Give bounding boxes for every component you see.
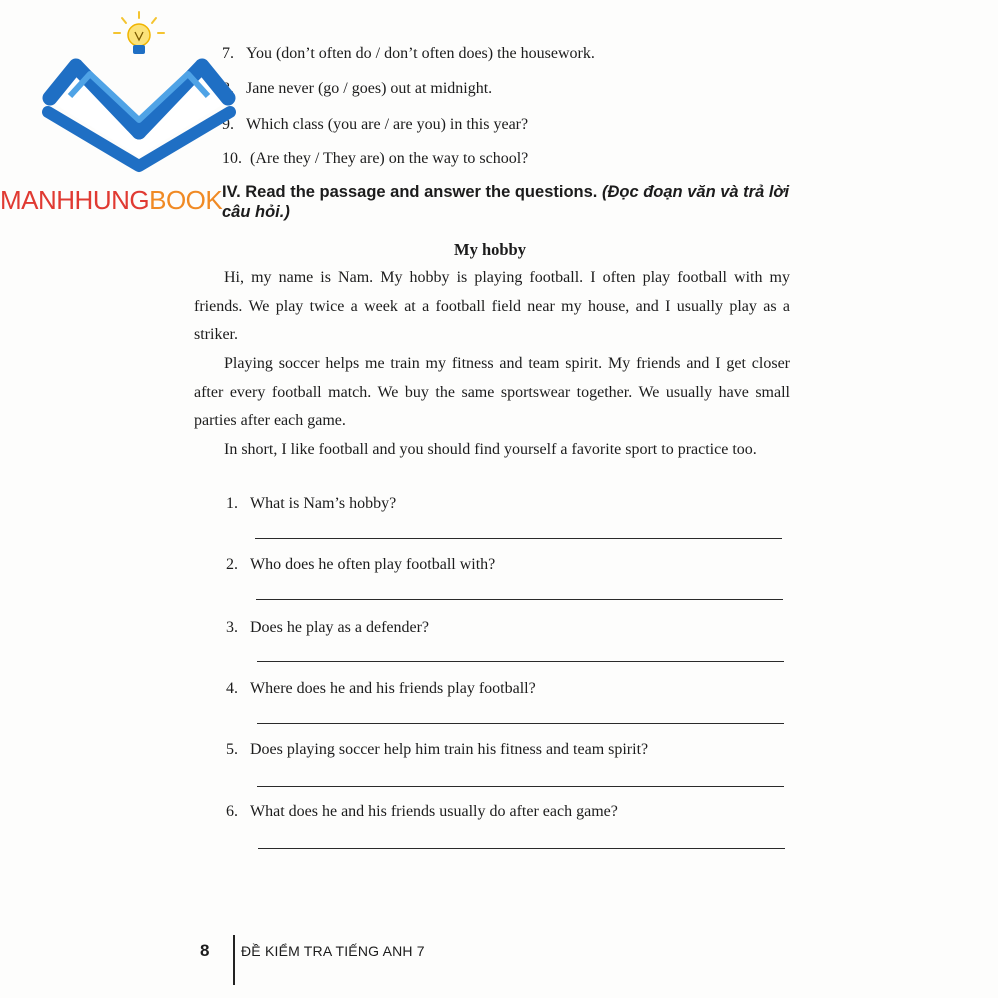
section-heading — [222, 182, 802, 222]
exercise-item-8 — [222, 79, 492, 99]
open-book-lightbulb-icon — [40, 8, 240, 183]
footer-divider — [233, 935, 235, 985]
answer-line-2[interactable] — [256, 599, 783, 600]
item-text: You (don’t often do / don’t often does) the housework. — [246, 45, 595, 62]
question-2 — [226, 555, 495, 575]
answer-line-4[interactable] — [257, 723, 784, 724]
item-number: 8. — [222, 80, 234, 97]
exercise-item-10 — [222, 149, 528, 169]
passage-title: My hobby — [454, 240, 526, 259]
item-text: Which class (you are / are you) in this year? — [246, 116, 529, 133]
passage-paragraph-3: In short, I like football and you should find yourself a favorite sport to practice too. — [224, 441, 757, 458]
question-text: Does he play as a defender? — [250, 619, 430, 636]
question-text: Where does he and his friends play football? — [250, 680, 536, 697]
answer-line-3[interactable] — [257, 661, 784, 662]
item-number: 10. — [222, 150, 242, 167]
exercise-item-9 — [222, 115, 528, 135]
question-text: What is Nam’s hobby? — [250, 495, 397, 512]
answer-line-6[interactable] — [258, 848, 785, 849]
item-number: 9. — [222, 116, 234, 133]
watermark-brand-part2: BOOK — [149, 185, 223, 215]
passage-paragraph-2: Playing soccer helps me train my fitness and team spirit. My friends and I get closer after every football match. We buy the same sportswear together. We usually have small parties after each game. — [194, 355, 790, 429]
question-number: 6. — [226, 803, 238, 820]
question-5 — [226, 740, 648, 760]
question-number: 3. — [226, 619, 238, 636]
question-text: What does he and his friends usually do after each game? — [250, 803, 618, 820]
question-number: 5. — [226, 741, 238, 758]
question-3 — [226, 618, 429, 638]
section-title: Read the passage and answer the questions. — [245, 183, 598, 201]
question-number: 4. — [226, 680, 238, 697]
question-number: 2. — [226, 556, 238, 573]
watermark-brand — [0, 185, 222, 215]
answer-line-1[interactable] — [255, 538, 782, 539]
item-text: Jane never (go / goes) out at midnight. — [246, 80, 493, 97]
question-number: 1. — [226, 495, 238, 512]
question-6 — [226, 802, 618, 822]
question-4 — [226, 679, 536, 699]
question-1 — [226, 494, 396, 514]
section-title-vietnamese: (Đọc đoạn văn và trả lời câu hỏi.) — [222, 183, 790, 221]
answer-line-5[interactable] — [257, 786, 784, 787]
exercise-item-7 — [222, 44, 595, 64]
item-number: 7. — [222, 45, 234, 62]
question-text: Does playing soccer help him train his fitness and team spirit? — [250, 741, 649, 758]
section-label: IV. — [222, 183, 241, 201]
watermark-brand-part1: MANHHUNG — [0, 185, 150, 215]
page-number: 8 — [200, 941, 210, 960]
item-text: (Are they / They are) on the way to school? — [250, 150, 529, 167]
book-title: ĐỀ KIỂM TRA TIẾNG ANH 7 — [241, 943, 425, 959]
question-text: Who does he often play football with? — [250, 556, 496, 573]
passage-paragraph-1: Hi, my name is Nam. My hobby is playing football. I often play football with my friends. We play twice a week at a football field near my house, and I usually play as a striker. — [194, 269, 790, 343]
